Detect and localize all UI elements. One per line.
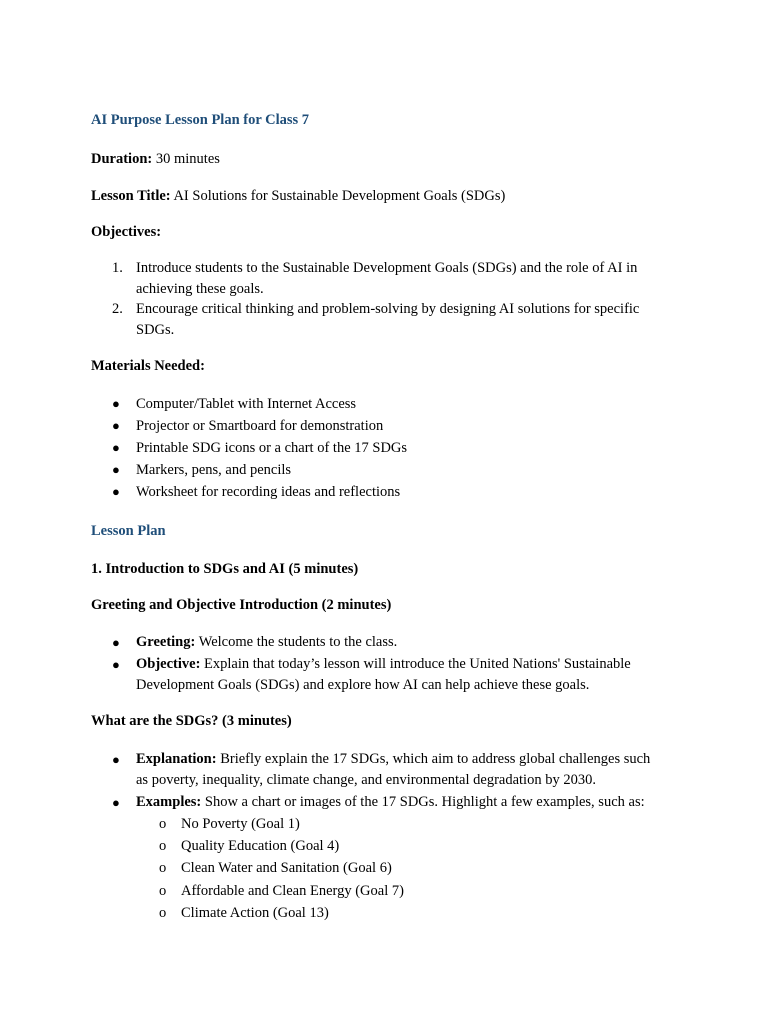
material-item: ● Projector or Smartboard for demonstration: [91, 415, 691, 437]
greeting-list: [91, 632, 691, 696]
circle-bullet-icon: o: [159, 860, 167, 877]
examples-sublist: [136, 813, 691, 924]
example-item: o Climate Action (Goal 13): [136, 902, 691, 924]
explanation-item: ● Explanation: Briefly explain the 17 SDGs, which aim to address global challenges such as poverty, inequality, climate change, and environmental degradation by 2030.: [112, 751, 651, 788]
bullet-icon: ●: [112, 484, 120, 499]
bullet-icon: ●: [112, 795, 120, 810]
circle-bullet-icon: o: [159, 816, 167, 832]
duration-line: [91, 149, 220, 170]
example-item: o No Poverty (Goal 1): [136, 813, 691, 835]
objective-item: [91, 299, 691, 340]
objective-number: 2.: [112, 301, 123, 317]
objective-text-line2: SDGs.: [136, 321, 175, 338]
example-item: o Clean Water and Sanitation (Goal 6): [136, 857, 691, 879]
bullet-icon: ●: [112, 418, 120, 433]
objective-text-line2: achieving these goals.: [136, 280, 264, 297]
objective-number: 1.: [112, 260, 123, 276]
section1-heading: 1. Introduction to SDGs and AI (5 minutes): [91, 561, 359, 577]
bullet-icon: ●: [112, 752, 120, 767]
greeting-item: ● Greeting: Welcome the students to the class.: [91, 632, 691, 653]
example-item: o Affordable and Clean Energy (Goal 7): [136, 880, 691, 902]
what-list: [91, 749, 691, 924]
material-item: ● Computer/Tablet with Internet Access: [91, 393, 691, 415]
bullet-icon: ●: [112, 440, 120, 455]
lesson-title-value: AI Solutions for Sustainable Development Goals (SDGs): [170, 188, 506, 204]
bullet-icon: ●: [112, 635, 120, 650]
lesson-title-line: [91, 186, 505, 207]
objectives-heading: Objectives:: [91, 224, 162, 240]
what-heading: What are the SDGs? (3 minutes): [91, 713, 292, 729]
materials-list: [91, 393, 691, 503]
lesson-plan-heading: Lesson Plan: [91, 523, 166, 539]
duration-label: Duration:: [91, 151, 153, 167]
document-title: AI Purpose Lesson Plan for Class 7: [91, 112, 310, 128]
material-item: ● Printable SDG icons or a chart of the 17 SDGs: [91, 437, 691, 459]
examples-item: ● Examples: Show a chart or images of the 17 SDGs. Highlight a few examples, such as: o No Poverty (Goal 1) o Quality Education (Goal 4) o Clean Water and Sanitation (Goal 6) o Affordable and Clean Energy (Goal 7) o Climate Action (Goal 13): [91, 792, 691, 924]
lesson-title-label: Lesson Title:: [91, 188, 171, 204]
circle-bullet-icon: o: [159, 838, 167, 855]
duration-value: 30 minutes: [152, 151, 220, 167]
objective-item: ● Objective: Explain that today’s lesson will introduce the United Nations' Sustainable Development Goals (SDGs) and explore how AI can help achieve these goals.: [112, 656, 631, 693]
bullet-icon: ●: [112, 657, 120, 672]
objective-text-line1: Encourage critical thinking and problem-solving by designing AI solutions for specific: [136, 301, 640, 317]
example-item: o Quality Education (Goal 4): [136, 835, 691, 857]
objectives-list: [91, 258, 691, 340]
greeting-heading: Greeting and Objective Introduction (2 minutes): [91, 597, 392, 613]
objective-item: [91, 258, 691, 299]
circle-bullet-icon: o: [159, 904, 167, 921]
material-item: ● Markers, pens, and pencils: [91, 459, 691, 481]
material-item: ● Worksheet for recording ideas and reflections: [91, 481, 691, 503]
materials-heading: Materials Needed:: [91, 358, 205, 374]
bullet-icon: ●: [112, 462, 120, 477]
objective-text-line1: Introduce students to the Sustainable Development Goals (SDGs) and the role of AI in: [136, 260, 638, 276]
circle-bullet-icon: o: [159, 882, 167, 899]
bullet-icon: ●: [112, 396, 120, 411]
